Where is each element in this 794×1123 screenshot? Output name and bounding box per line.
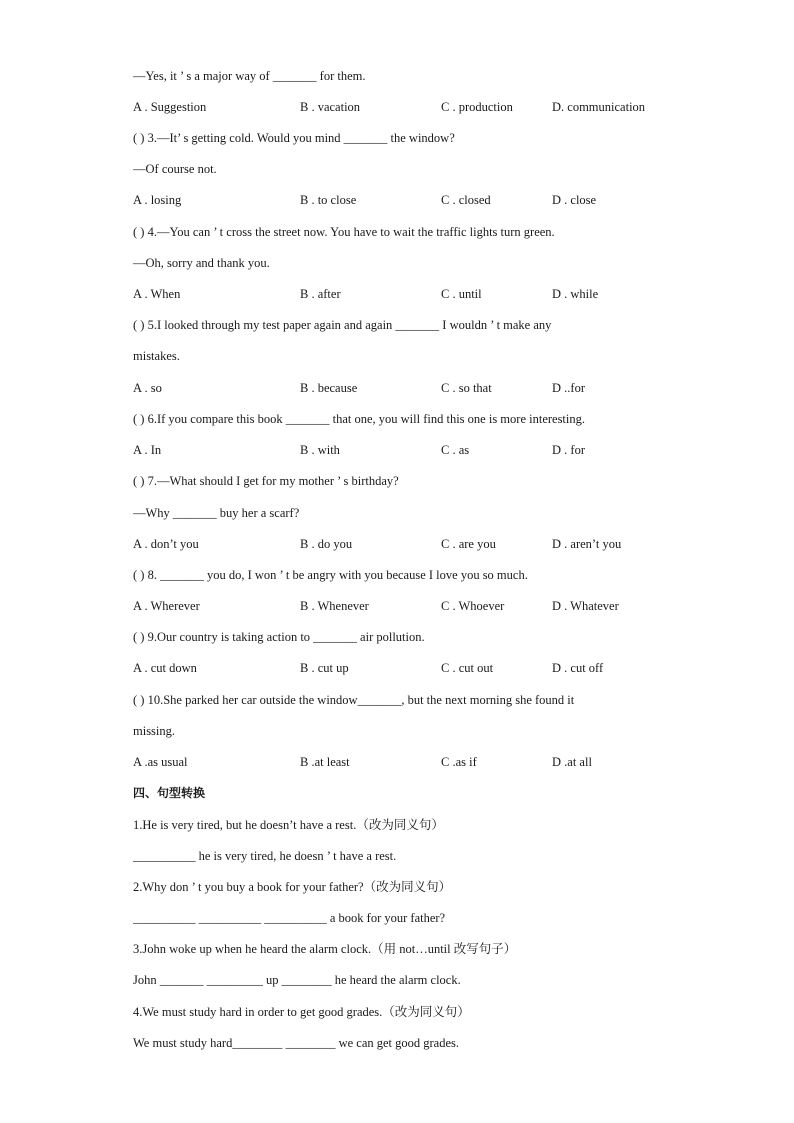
option-b: B . cut up <box>300 661 349 675</box>
option-b: B .at least <box>300 755 350 769</box>
q4-answer-line: —Oh, sorry and thank you. <box>133 256 270 270</box>
option-d: D . for <box>552 443 585 457</box>
transform-2-answer: __________ __________ __________ a book for your father? <box>133 911 446 925</box>
option-b: B . because <box>300 381 358 395</box>
option-c: C . production <box>441 100 513 114</box>
option-d: D. communication <box>552 100 646 114</box>
q7-answer-line: —Why _______ buy her a scarf? <box>133 506 300 520</box>
option-d: D . aren’t you <box>552 537 622 551</box>
q4-options <box>133 286 693 302</box>
option-d: D .at all <box>552 755 592 769</box>
option-d: D . cut off <box>552 661 604 675</box>
option-d: D . close <box>552 193 597 207</box>
q7-question: ( ) 7.—What should I get for my mother ’ s birthday? <box>133 474 399 488</box>
q8-options <box>133 598 693 614</box>
option-a: A . so <box>133 381 162 395</box>
option-c: C . as <box>441 443 470 457</box>
q5-question: ( ) 5.I looked through my test paper again and again _______ I wouldn ’ t make any <box>133 318 552 332</box>
option-c: C . so that <box>441 381 492 395</box>
option-a: A . Suggestion <box>133 100 207 114</box>
transform-3-answer: John _______ _________ up ________ he heard the alarm clock. <box>133 973 461 987</box>
option-b: B . to close <box>300 193 357 207</box>
transform-1-prompt: 1.He is very tired, but he doesn’t have a rest.（改为同义句） <box>133 818 444 832</box>
option-a: A . losing <box>133 193 182 207</box>
option-d: D . Whatever <box>552 599 619 613</box>
q3-question: ( ) 3.—It’ s getting cold. Would you mind _______ the window? <box>133 131 455 145</box>
q8-question: ( ) 8. _______ you do, I won ’ t be angry with you because I love you so much. <box>133 568 528 582</box>
option-d: D . while <box>552 287 599 301</box>
q3-answer-line: —Of course not. <box>133 162 217 176</box>
option-a: A . In <box>133 443 162 457</box>
option-b: B . after <box>300 287 341 301</box>
option-d: D ..for <box>552 381 585 395</box>
transform-1-answer: __________ he is very tired, he doesn ’ t have a rest. <box>133 849 397 863</box>
q3-options <box>133 192 693 208</box>
q6-options <box>133 442 693 458</box>
option-c: C . Whoever <box>441 599 505 613</box>
q5-question-cont: mistakes. <box>133 349 180 363</box>
q9-options <box>133 660 693 676</box>
q10-question-cont: missing. <box>133 724 176 738</box>
q4-question: ( ) 4.—You can ’ t cross the street now. You have to wait the traffic lights turn green. <box>133 225 555 239</box>
option-c: C .as if <box>441 755 477 769</box>
option-c: C . are you <box>441 537 496 551</box>
transform-4-prompt: 4.We must study hard in order to get good grades.（改为同义句） <box>133 1005 470 1019</box>
option-a: A . don’t you <box>133 537 199 551</box>
option-c: C . cut out <box>441 661 494 675</box>
transform-3-prompt: 3.John woke up when he heard the alarm clock.（用 not…until 改写句子） <box>133 942 517 956</box>
option-b: B . with <box>300 443 340 457</box>
option-a: A . When <box>133 287 181 301</box>
q7-options <box>133 536 693 552</box>
q2-options <box>133 99 693 115</box>
q5-options <box>133 380 693 396</box>
option-c: C . until <box>441 287 482 301</box>
q10-options <box>133 754 693 770</box>
section-heading: 四、句型转换 <box>133 786 206 800</box>
option-a: A . cut down <box>133 661 197 675</box>
q6-question: ( ) 6.If you compare this book _______ that one, you will find this one is more interesting. <box>133 412 586 426</box>
option-b: B . Whenever <box>300 599 369 613</box>
option-a: A .as usual <box>133 755 188 769</box>
transform-4-answer: We must study hard________ ________ we can get good grades. <box>133 1036 460 1050</box>
option-b: B . vacation <box>300 100 361 114</box>
q10-question: ( ) 10.She parked her car outside the window_______, but the next morning she found it <box>133 693 575 707</box>
option-c: C . closed <box>441 193 491 207</box>
option-b: B . do you <box>300 537 353 551</box>
option-a: A . Wherever <box>133 599 200 613</box>
transform-2-prompt: 2.Why don ’ t you buy a book for your father?（改为同义句） <box>133 880 452 894</box>
q2-answer-line: —Yes, it ’ s a major way of _______ for them. <box>133 69 366 83</box>
q9-question: ( ) 9.Our country is taking action to _______ air pollution. <box>133 630 425 644</box>
